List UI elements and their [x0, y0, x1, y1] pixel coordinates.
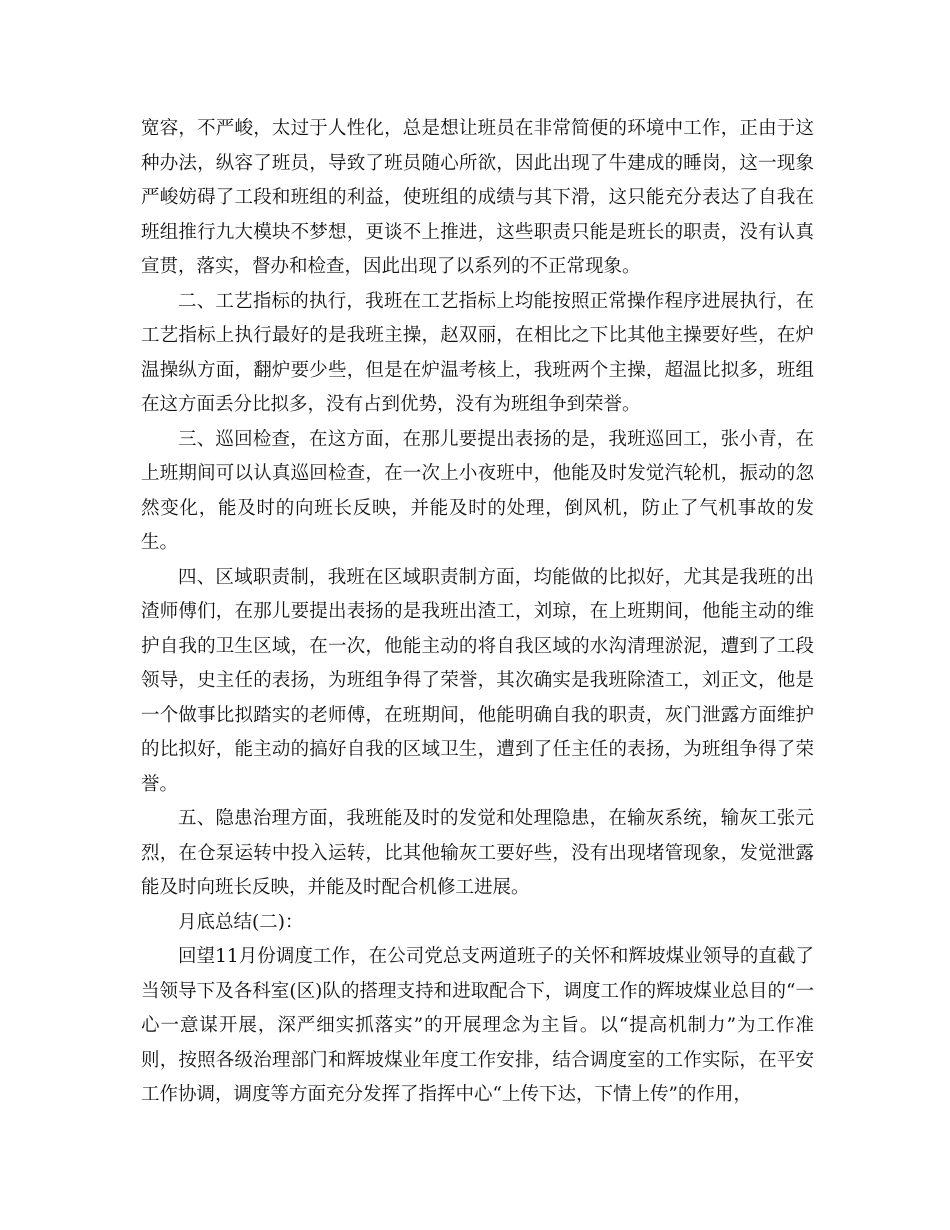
section-heading-summary-two: 月底总结(二)：	[178, 911, 304, 933]
paragraph-continuation: 宽容，不严峻，太过于人性化，总是想让班员在非常简便的环境中工作，正由于这种办法，纵容了班员，导致了班员随心所欲，因此出现了牛建成的睡岗，这一现象严峻妨碍了工段和班组的利益，使班组的成绩与其下滑，这只能充分表达了自我在班组推行九大模块不梦想，更谈不上推进，这些职责只能是班长的职责，没有认真宣贯，落实，督办和检查，因此出现了以系列的不正常现象。	[141, 118, 814, 277]
paragraph-november-review: 回望11月份调度工作，在公司党总支两道班子的关怀和辉坡煤业领导的直截了当领导下及各科室(区)队的搭理支持和进取配合下，调度工作的辉坡煤业总目的“一心一意谋开展，深严细实抓落实”的开展理念为主旨。以“提高机制力”为工作准则，按照各级治理部门和辉坡煤业年度工作安排，结合调度室的工作实际，在平安工作协调，调度等方面充分发挥了指挥中心“上传下达，下情上传”的作用，	[141, 946, 814, 1105]
document-body	[141, 112, 814, 1113]
paragraph-hazard-management: 五、隐患治理方面，我班能及时的发觉和处理隐患，在输灰系统，输灰工张元烈，在仓泵运转中投入运转，比其他输灰工要好些，没有出现堵管现象，发觉泄露能及时向班长反映，并能及时配合机修工进展。	[141, 808, 814, 898]
paragraph-patrol-inspection: 三、巡回检查，在这方面，在那儿要提出表扬的是，我班巡回工，张小青，在上班期间可以认真巡回检查，在一次上小夜班中，他能及时发觉汽轮机，振动的忽然变化，能及时的向班长反映，并能及时的处理，倒风机，防止了气机事故的发生。	[141, 428, 814, 553]
paragraph-area-responsibility: 四、区域职责制，我班在区域职责制方面，均能做的比拟好，尤其是我班的出渣师傅们，在那儿要提出表扬的是我班出渣工，刘琼，在上班期间，他能主动的维护自我的卫生区域，在一次，他能主动的将自我区域的水沟清理淤泥，遭到了工段领导，史主任的表扬，为班组争得了荣誉，其次确实是我班除渣工，刘正文，他是一个做事比拟踏实的老师傅，在班期间，他能明确自我的职责，灰门泄露方面维护的比拟好，能主动的搞好自我的区域卫生，遭到了任主任的表扬，为班组争得了荣誉。	[141, 566, 814, 795]
paragraph-process-indicators: 二、工艺指标的执行，我班在工艺指标上均能按照正常操作程序进展执行，在工艺指标上执行最好的是我班主操，赵双丽，在相比之下比其他主操要好些，在炉温操纵方面，翻炉要少些，但是在炉温考核上，我班两个主操，超温比拟多，班组在这方面丢分比拟多，没有占到优势，没有为班组争到荣誉。	[141, 290, 814, 415]
